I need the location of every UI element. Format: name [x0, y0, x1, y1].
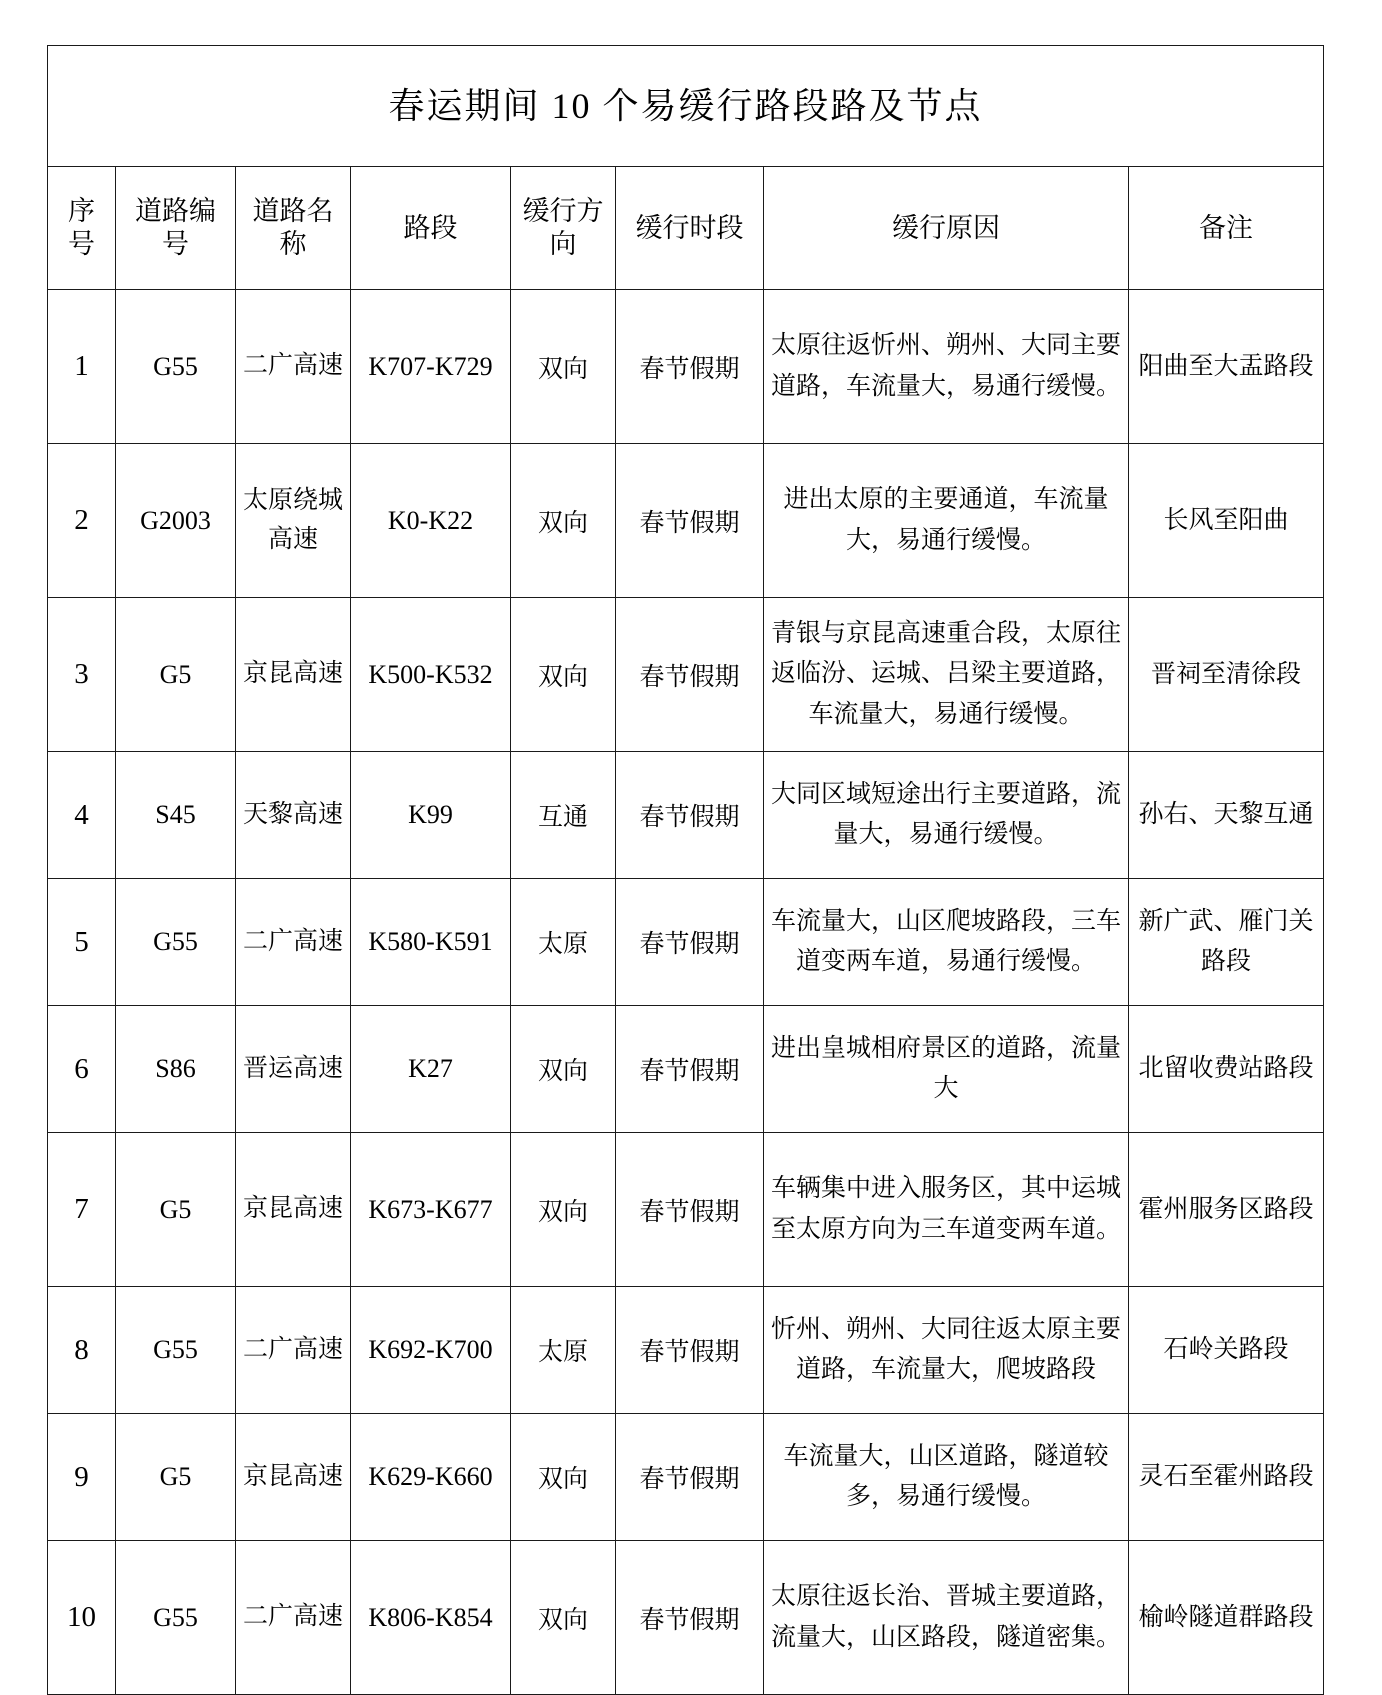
column-header-remark: 备注: [1129, 167, 1324, 290]
cell-seq: 8: [48, 1287, 116, 1414]
cell-time: 春节假期: [616, 1287, 764, 1414]
table-row: [48, 290, 1324, 444]
cell-section: K692-K700: [351, 1287, 511, 1414]
table-row: [48, 444, 1324, 598]
cell-direction: 互通: [511, 752, 616, 879]
cell-reason: 太原往返长治、晋城主要道路，流量大，山区路段，隧道密集。: [764, 1541, 1129, 1695]
cell-remark: 榆岭隧道群路段: [1129, 1541, 1324, 1695]
column-header-section: 路段: [351, 167, 511, 290]
cell-seq: 2: [48, 444, 116, 598]
cell-remark: 阳曲至大盂路段: [1129, 290, 1324, 444]
cell-remark: 灵石至霍州路段: [1129, 1414, 1324, 1541]
cell-section: K580-K591: [351, 879, 511, 1006]
cell-reason: 大同区域短途出行主要道路，流量大，易通行缓慢。: [764, 752, 1129, 879]
column-header-time: 缓行时段: [616, 167, 764, 290]
cell-road-code: G55: [116, 1287, 236, 1414]
cell-section: K673-K677: [351, 1133, 511, 1287]
cell-time: 春节假期: [616, 1133, 764, 1287]
cell-reason: 太原往返忻州、朔州、大同主要道路，车流量大，易通行缓慢。: [764, 290, 1129, 444]
cell-seq: 4: [48, 752, 116, 879]
cell-direction: 双向: [511, 1133, 616, 1287]
cell-direction: 太原: [511, 1287, 616, 1414]
cell-road-name: 京昆高速: [236, 598, 351, 752]
cell-road-name: 二广高速: [236, 1287, 351, 1414]
cell-road-code: S86: [116, 1006, 236, 1133]
traffic-congestion-table: [47, 45, 1324, 1695]
cell-time: 春节假期: [616, 598, 764, 752]
cell-road-name: 二广高速: [236, 879, 351, 1006]
cell-section: K629-K660: [351, 1414, 511, 1541]
cell-seq: 7: [48, 1133, 116, 1287]
cell-remark: 晋祠至清徐段: [1129, 598, 1324, 752]
table-row: [48, 1414, 1324, 1541]
cell-direction: 双向: [511, 1414, 616, 1541]
cell-road-name: 晋运高速: [236, 1006, 351, 1133]
cell-reason: 进出皇城相府景区的道路，流量大: [764, 1006, 1129, 1133]
cell-section: K99: [351, 752, 511, 879]
cell-direction: 双向: [511, 290, 616, 444]
cell-road-code: G5: [116, 1133, 236, 1287]
cell-seq: 3: [48, 598, 116, 752]
cell-remark: 新广武、雁门关路段: [1129, 879, 1324, 1006]
cell-seq: 6: [48, 1006, 116, 1133]
column-header-direction: 缓行方向: [511, 167, 616, 290]
title-row: [48, 46, 1324, 167]
cell-seq: 5: [48, 879, 116, 1006]
cell-time: 春节假期: [616, 752, 764, 879]
column-header-road-name: 道路名称: [236, 167, 351, 290]
cell-section: K500-K532: [351, 598, 511, 752]
cell-seq: 1: [48, 290, 116, 444]
column-header-road-code: 道路编号: [116, 167, 236, 290]
cell-road-name: 二广高速: [236, 290, 351, 444]
cell-section: K0-K22: [351, 444, 511, 598]
cell-reason: 进出太原的主要通道，车流量大，易通行缓慢。: [764, 444, 1129, 598]
column-header-seq: 序号: [48, 167, 116, 290]
cell-time: 春节假期: [616, 1006, 764, 1133]
cell-reason: 忻州、朔州、大同往返太原主要道路，车流量大，爬坡路段: [764, 1287, 1129, 1414]
header-row: [48, 167, 1324, 290]
cell-remark: 霍州服务区路段: [1129, 1133, 1324, 1287]
cell-seq: 10: [48, 1541, 116, 1695]
cell-road-code: G2003: [116, 444, 236, 598]
cell-reason: 车流量大，山区爬坡路段，三车道变两车道，易通行缓慢。: [764, 879, 1129, 1006]
cell-time: 春节假期: [616, 879, 764, 1006]
cell-remark: 石岭关路段: [1129, 1287, 1324, 1414]
cell-remark: 孙右、天黎互通: [1129, 752, 1324, 879]
cell-reason: 车辆集中进入服务区，其中运城至太原方向为三车道变两车道。: [764, 1133, 1129, 1287]
table-row: [48, 752, 1324, 879]
table-container: [47, 45, 1323, 1651]
document-title: 春运期间 10 个易缓行路段路及节点: [48, 46, 1324, 167]
cell-road-code: G55: [116, 1541, 236, 1695]
cell-direction: 太原: [511, 879, 616, 1006]
cell-road-code: G5: [116, 598, 236, 752]
cell-time: 春节假期: [616, 1414, 764, 1541]
cell-road-name: 天黎高速: [236, 752, 351, 879]
cell-time: 春节假期: [616, 290, 764, 444]
table-row: [48, 1287, 1324, 1414]
cell-reason: 青银与京昆高速重合段，太原往返临汾、运城、吕梁主要道路，车流量大，易通行缓慢。: [764, 598, 1129, 752]
cell-direction: 双向: [511, 444, 616, 598]
cell-section: K27: [351, 1006, 511, 1133]
cell-road-code: S45: [116, 752, 236, 879]
table-row: [48, 1541, 1324, 1695]
cell-road-name: 二广高速: [236, 1541, 351, 1695]
table-row: [48, 1006, 1324, 1133]
cell-road-code: G5: [116, 1414, 236, 1541]
cell-reason: 车流量大，山区道路，隧道较多，易通行缓慢。: [764, 1414, 1129, 1541]
cell-section: K707-K729: [351, 290, 511, 444]
cell-road-code: G55: [116, 879, 236, 1006]
cell-road-name: 京昆高速: [236, 1133, 351, 1287]
column-header-reason: 缓行原因: [764, 167, 1129, 290]
table-body: [48, 46, 1324, 1695]
cell-road-name: 太原绕城高速: [236, 444, 351, 598]
cell-seq: 9: [48, 1414, 116, 1541]
cell-time: 春节假期: [616, 444, 764, 598]
table-row: [48, 879, 1324, 1006]
cell-direction: 双向: [511, 598, 616, 752]
cell-road-code: G55: [116, 290, 236, 444]
cell-section: K806-K854: [351, 1541, 511, 1695]
cell-remark: 北留收费站路段: [1129, 1006, 1324, 1133]
cell-remark: 长风至阳曲: [1129, 444, 1324, 598]
table-row: [48, 598, 1324, 752]
cell-direction: 双向: [511, 1006, 616, 1133]
table-row: [48, 1133, 1324, 1287]
cell-time: 春节假期: [616, 1541, 764, 1695]
cell-road-name: 京昆高速: [236, 1414, 351, 1541]
cell-direction: 双向: [511, 1541, 616, 1695]
